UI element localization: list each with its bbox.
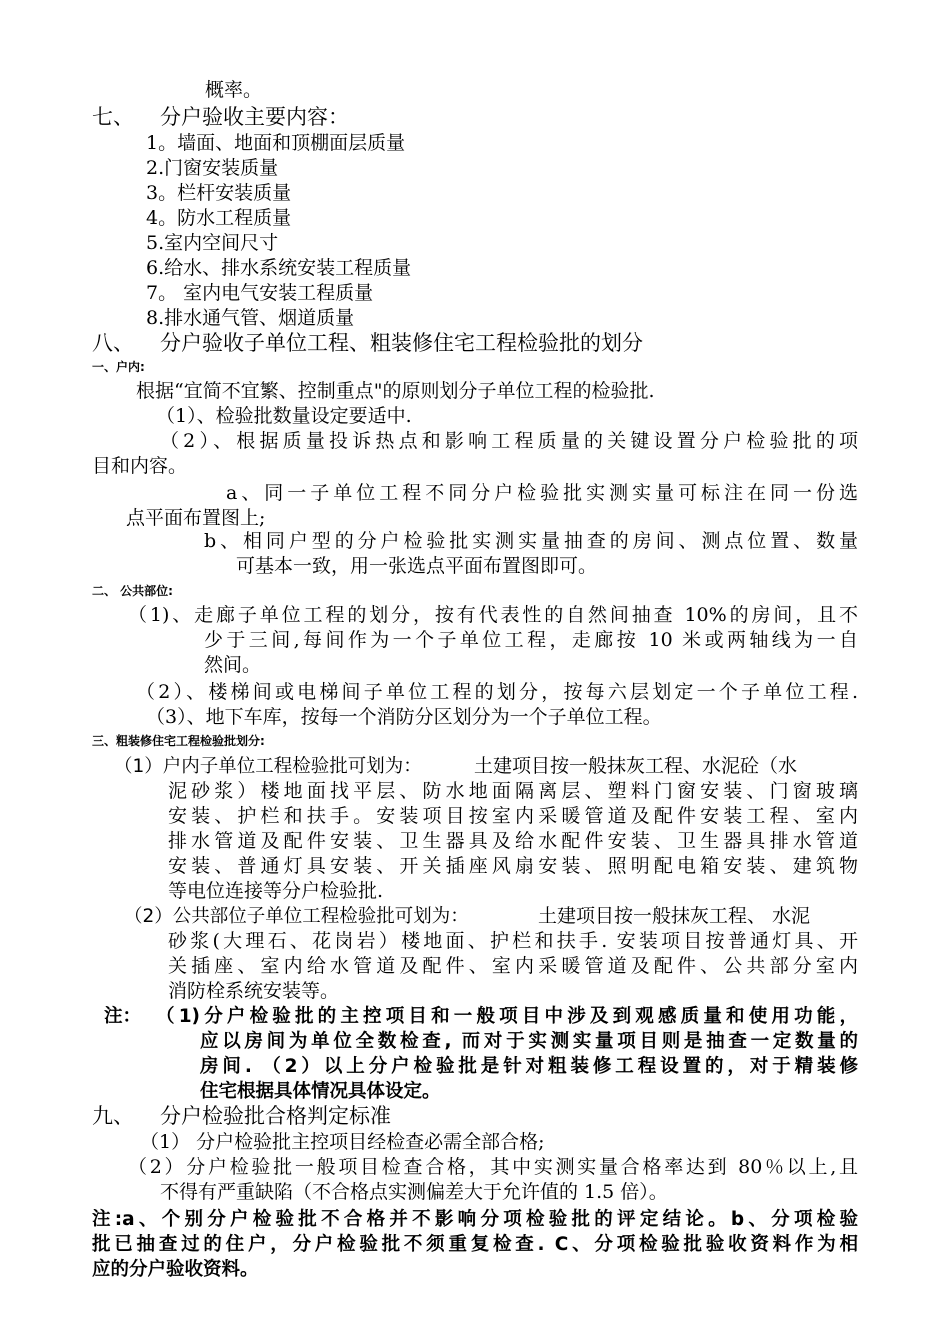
paragraph: b、相同户型的分户检验批实测实量抽查的房间、测点位置、数量 bbox=[204, 530, 858, 552]
subsection-heading: 一、户内: bbox=[92, 360, 145, 374]
paragraph: 泥砂浆）楼地面找平层、防水地面隔离层、塑料门窗安装、门窗玻璃 bbox=[168, 780, 858, 802]
paragraph: 少于三间,每间作为一个子单位工程，走廊按 10 米或两轴线为一自 bbox=[204, 629, 858, 651]
paragraph: （2）分户检验批一般项目检查合格，其中实测实量合格率达到 80％以上,且 bbox=[128, 1156, 858, 1178]
paragraph: （1）、检验批数量设定要适中. bbox=[156, 405, 412, 427]
list-item: 2.门窗安装质量 bbox=[146, 157, 279, 179]
paragraph: 关插座、室内给水管道及配件、室内采暖管道及配件、公共部分室内 bbox=[168, 955, 858, 977]
note-text: 应的分户验收资料。 bbox=[92, 1259, 259, 1280]
section-7-title: 分户验收主要内容： bbox=[160, 105, 349, 129]
subsection-heading: 三、粗装修住宅工程检验批划分: bbox=[92, 734, 265, 748]
paragraph: 消防栓系统安装等。 bbox=[168, 980, 340, 1002]
note-text: 批已抽查过的住户，分户检验批不须重复检查. C、分项检验批验收资料作为相 bbox=[92, 1234, 858, 1255]
note-text: 应以房间为单位全数检查, 而对于实测实量项目则是抽查一定数量的 bbox=[200, 1031, 858, 1052]
paragraph: 点平面布置图上; bbox=[126, 507, 266, 529]
note-text: 住宅根据具体情况具体设定。 bbox=[200, 1081, 441, 1102]
list-item: 6.给水、排水系统安装工程质量 bbox=[146, 257, 412, 279]
paragraph: 安装、普通灯具安装、开关插座风扇安装、照明配电箱安装、建筑物 bbox=[168, 855, 858, 877]
list-item: 1。墙面、地面和顶棚面层质量 bbox=[146, 132, 406, 154]
paragraph: 排水管道及配件安装、卫生器具及给水配件安装、卫生器具排水管道 bbox=[168, 830, 858, 852]
paragraph: 砂浆(大理石、花岗岩）楼地面、护栏和扶手. 安装项目按普通灯具、开 bbox=[168, 930, 858, 952]
paragraph: 然间。 bbox=[204, 654, 262, 676]
paragraph: 根据“宜简不宜繁、控制重点"的原则划分子单位工程的检验批. bbox=[136, 380, 655, 402]
continued-text: 概率。 bbox=[205, 79, 263, 101]
paragraph: （1） 分户检验批主控项目经检查必需全部合格; bbox=[140, 1131, 545, 1153]
list-item: 3。栏杆安装质量 bbox=[146, 182, 292, 204]
note-text: （1)分户检验批的主控项目和一般项目中涉及到观感质量和使用功能， bbox=[156, 1006, 858, 1027]
paragraph: a、同一子单位工程不同分户检验批实测实量可标注在同一份选 bbox=[226, 482, 858, 504]
section-8-title: 分户验收子单位工程、粗装修住宅工程检验批的划分 bbox=[160, 331, 643, 355]
paragraph: 可基本一致，用一张选点平面布置图即可。 bbox=[236, 555, 598, 577]
paragraph: （3）、地下车库，按每一个消防分区划分为一个子单位工程。 bbox=[146, 706, 662, 728]
list-item: 4。防水工程质量 bbox=[146, 207, 292, 229]
paragraph: （2）、根据质量投诉热点和影响工程质量的关键设置分户检验批的项 bbox=[160, 430, 858, 452]
list-item: 8.排水通气管、烟道质量 bbox=[146, 307, 355, 329]
paragraph: 等电位连接等分户检验批. bbox=[168, 880, 384, 902]
paragraph: 安装、护栏和扶手。安装项目按室内采暖管道及配件安装工程、室内 bbox=[168, 805, 858, 827]
subsection-heading: 二、 公共部位: bbox=[92, 584, 173, 598]
item-label: （2）公共部位子单位工程检验批可划为： bbox=[124, 906, 469, 927]
section-8-number: 八、 bbox=[92, 331, 134, 355]
paragraph: 不得有严重缺陷（不合格点实测偏差大于允许值的 1.5 倍）。 bbox=[160, 1181, 668, 1203]
section-9-number: 九、 bbox=[92, 1104, 134, 1128]
note-text: 房间. （2）以上分户检验批是针对粗装修工程设置的，对于精装修 bbox=[200, 1056, 858, 1077]
paragraph: （2）、楼梯间或电梯间子单位工程的划分，按每六层划定一个子单位工程. bbox=[136, 681, 858, 703]
list-item: 5.室内空间尺寸 bbox=[146, 232, 279, 254]
note-text: 注:a、个别分户检验批不合格并不影响分项检验批的评定结论。b、分项检验 bbox=[92, 1209, 858, 1230]
paragraph: 土建项目按一般抹灰工程、水泥砼（水 bbox=[474, 755, 798, 777]
section-9-title: 分户检验批合格判定标准 bbox=[160, 1104, 391, 1128]
paragraph: 目和内容。 bbox=[92, 455, 188, 477]
paragraph: （1)、走廊子单位工程的划分，按有代表性的自然间抽查 10%的房间，且不 bbox=[128, 604, 858, 626]
section-7-number: 七、 bbox=[92, 105, 134, 129]
note-label: 注： bbox=[104, 1006, 142, 1027]
paragraph: 土建项目按一般抹灰工程、 水泥 bbox=[538, 905, 811, 927]
list-item: 7。 室内电气安装工程质量 bbox=[146, 282, 374, 304]
item-label: （1）户内子单位工程检验批可划为： bbox=[114, 756, 422, 777]
